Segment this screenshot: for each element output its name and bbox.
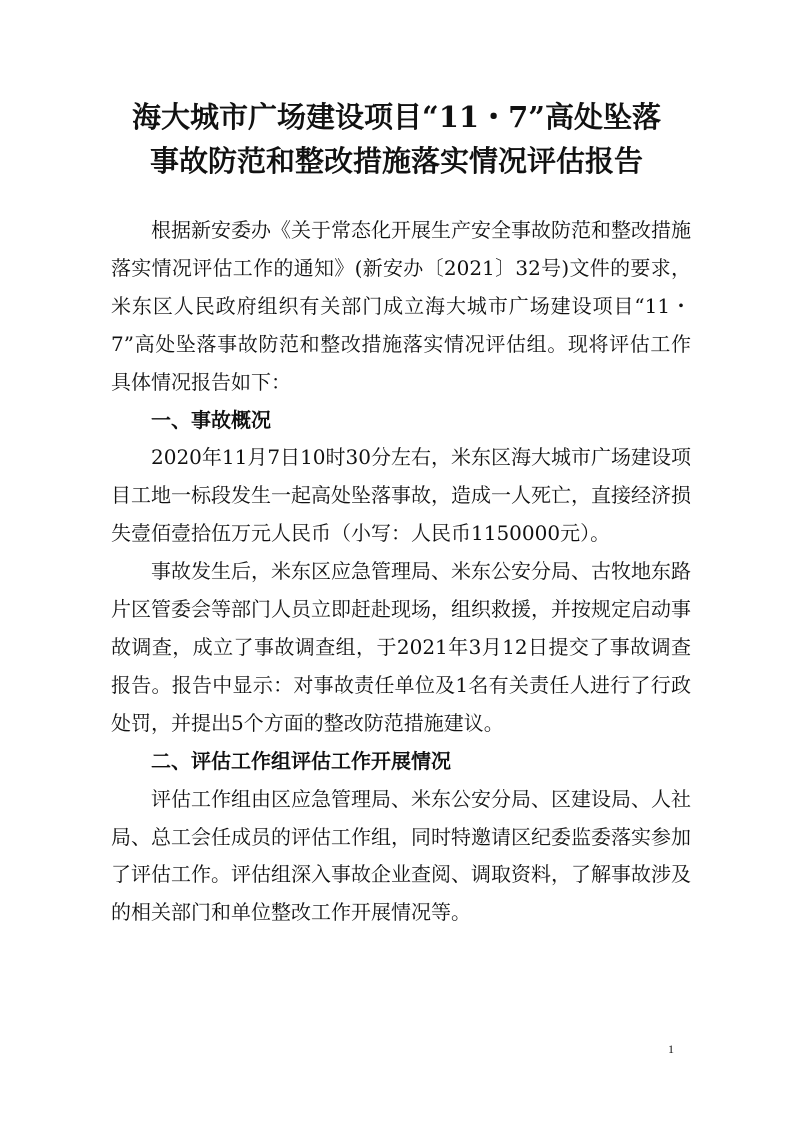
title-line-2: 事故防范和整改措施落实情况评估报告	[149, 144, 643, 178]
page-number: 1	[668, 1042, 674, 1056]
evaluation-team-paragraph: 评估工作组由区应急管理局、米东公安分局、区建设局、人社局、总工会任成员的评估工作组，同时特邀请区纪委监委落实参加了评估工作。评估组深入事故企业查阅、调取资料，了解事故涉及的相关部门和单位整改工作开展情况等。	[111, 786, 691, 925]
title-line-1: 海大城市广场建设项目“11・7”高处坠落	[132, 100, 661, 134]
accident-description-paragraph: 2020年11月7日10时30分左右，米东区海大城市广场建设项目工地一标段发生一起高处坠落事故，造成一人死亡，直接经济损失壹佰壹拾伍万元人民币（小写：人民币1150000元）。	[111, 445, 691, 546]
investigation-paragraph: 事故发生后，米东区应急管理局、米东公安分局、古牧地东路片区管委会等部门人员立即赶赴现场，组织救援，并按规定启动事故调查，成立了事故调查组，于2021年3月12日提交了事故调查报告。报告中显示：对事故责任单位及1名有关责任人进行了行政处罚，并提出5个方面的整改防范措施建议。	[111, 559, 691, 735]
document-body	[111, 212, 691, 932]
intro-paragraph: 根据新安委办《关于常态化开展生产安全事故防范和整改措施落实情况评估工作的通知》(新安办〔2021〕32号)文件的要求，米东区人民政府组织有关部门成立海大城市广场建设项目“11・7”高处坠落事故防范和整改措施落实情况评估组。现将评估工作具体情况报告如下：	[111, 218, 691, 394]
section-heading-evaluation-work: 二、评估工作组评估工作开展情况	[151, 748, 451, 773]
section-heading-accident-overview: 一、事故概况	[151, 407, 271, 432]
document-title	[60, 95, 733, 183]
